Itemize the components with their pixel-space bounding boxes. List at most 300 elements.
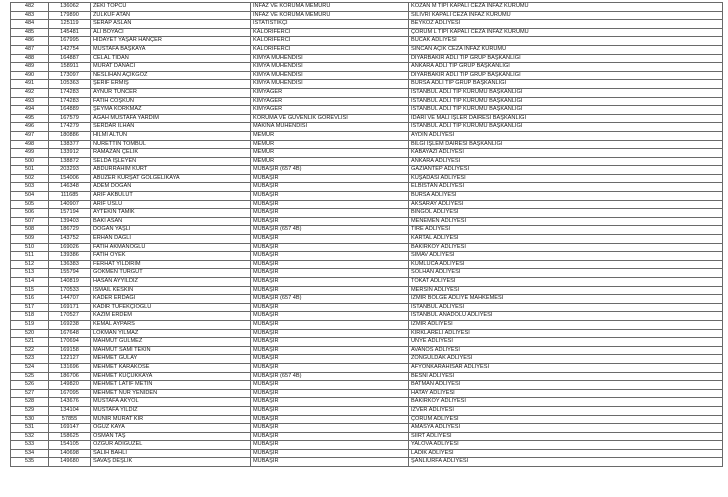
table-row <box>11 192 723 201</box>
workplace-cell: İZVER ADLİYESİ <box>409 406 723 415</box>
table-body <box>11 3 723 467</box>
job-title-cell: MÜBAŞİR (657 4B) <box>251 226 409 235</box>
job-title-cell: MÜBAŞİR <box>251 406 409 415</box>
full-name-cell: ŞEYMA KORKMAZ <box>91 106 251 115</box>
full-name-cell: OĞUZ KAYA <box>91 424 251 433</box>
workplace-cell: DİYARBAKIR ADLİ TIP GRUP BAŞKANLIĞI <box>409 71 723 80</box>
job-title-cell: MÜBAŞİR <box>251 441 409 450</box>
registry-number-cell: 174283 <box>49 97 91 106</box>
registry-number-cell: 133912 <box>49 149 91 158</box>
row-number-cell: 527 <box>11 389 49 398</box>
table-row <box>11 88 723 97</box>
job-title-cell: KİMYA MÜHENDİSİ <box>251 54 409 63</box>
row-number-cell: 508 <box>11 226 49 235</box>
row-number-cell: 534 <box>11 449 49 458</box>
workplace-cell: SOLHAN ADLİYESİ <box>409 269 723 278</box>
workplace-cell: KUMLUCA ADLİYESİ <box>409 260 723 269</box>
full-name-cell: ZÜLKÜF ATAN <box>91 11 251 20</box>
registry-number-cell: 169026 <box>49 243 91 252</box>
job-title-cell: MÜBAŞİR <box>251 260 409 269</box>
workplace-cell: AKSARAY ADLİYESİ <box>409 200 723 209</box>
row-number-cell: 495 <box>11 114 49 123</box>
registry-number-cell: 169158 <box>49 346 91 355</box>
table-row <box>11 269 723 278</box>
registry-number-cell: 146348 <box>49 183 91 192</box>
workplace-cell: İDARİ VE MALİ İŞLER DAİRESİ BAŞKANLIĞI <box>409 114 723 123</box>
workplace-cell: ÜNYE ADLİYESİ <box>409 338 723 347</box>
job-title-cell: KALORİFERCİ <box>251 37 409 46</box>
full-name-cell: FATİH COŞKUN <box>91 97 251 106</box>
job-title-cell: MÜBAŞİR <box>251 243 409 252</box>
workplace-cell: AFYONKARAHİSAR ADLİYESİ <box>409 363 723 372</box>
table-row <box>11 235 723 244</box>
job-title-cell: MÜBAŞİR <box>251 235 409 244</box>
workplace-cell: BATMAN ADLİYESİ <box>409 381 723 390</box>
table-row <box>11 209 723 218</box>
registry-number-cell: 134104 <box>49 406 91 415</box>
table-row <box>11 97 723 106</box>
job-title-cell: KİMYA MÜHENDİSİ <box>251 63 409 72</box>
job-title-cell: İNFAZ VE KORUMA MEMURU <box>251 11 409 20</box>
registry-number-cell: 186729 <box>49 226 91 235</box>
registry-number-cell: 57855 <box>49 415 91 424</box>
workplace-cell: ANKARA ADLİ TIP GRUP BAŞKANLIĞI <box>409 63 723 72</box>
workplace-cell: MENEMEN ADLİYESİ <box>409 217 723 226</box>
job-title-cell: MÜBAŞİR (657 4B) <box>251 295 409 304</box>
job-title-cell: MÜBAŞİR <box>251 312 409 321</box>
registry-number-cell: 179890 <box>49 11 91 20</box>
table-row <box>11 217 723 226</box>
row-number-cell: 507 <box>11 217 49 226</box>
workplace-cell: İZMİR ADLİYESİ <box>409 320 723 329</box>
registry-number-cell: 131696 <box>49 363 91 372</box>
job-title-cell: MEMUR <box>251 131 409 140</box>
table-row <box>11 37 723 46</box>
row-number-cell: 492 <box>11 88 49 97</box>
job-title-cell: MAKİNA MÜHENDİSİ <box>251 123 409 132</box>
job-title-cell: KALORİFERCİ <box>251 45 409 54</box>
job-title-cell: MÜBAŞİR (657 4B) <box>251 372 409 381</box>
row-number-cell: 500 <box>11 157 49 166</box>
table-row <box>11 131 723 140</box>
row-number-cell: 511 <box>11 252 49 261</box>
workplace-cell: SİİRT ADLİYESİ <box>409 432 723 441</box>
workplace-cell: BAKIRKÖY ADLİYESİ <box>409 398 723 407</box>
job-title-cell: MÜBAŞİR <box>251 200 409 209</box>
table-row <box>11 329 723 338</box>
full-name-cell: ÖZGÜR ADIGÜZEL <box>91 441 251 450</box>
table-row <box>11 11 723 20</box>
table-row <box>11 406 723 415</box>
registry-number-cell: 158625 <box>49 432 91 441</box>
table-row <box>11 3 723 12</box>
table-row <box>11 363 723 372</box>
workplace-cell: SİNCAN AÇIK CEZA İNFAZ KURUMU <box>409 45 723 54</box>
job-title-cell: MÜBAŞİR <box>251 329 409 338</box>
registry-number-cell: 164887 <box>49 54 91 63</box>
job-title-cell: MEMUR <box>251 149 409 158</box>
registry-number-cell: 158911 <box>49 63 91 72</box>
registry-number-cell: 105363 <box>49 80 91 89</box>
workplace-cell: BURSA ADLİYESİ <box>409 192 723 201</box>
job-title-cell: MÜBAŞİR <box>251 432 409 441</box>
workplace-cell: AVANOS ADLİYESİ <box>409 346 723 355</box>
full-name-cell: CELAL TİDAN <box>91 54 251 63</box>
workplace-cell: AMASYA ADLİYESİ <box>409 424 723 433</box>
job-title-cell: MÜBAŞİR <box>251 217 409 226</box>
row-number-cell: 524 <box>11 363 49 372</box>
job-title-cell: MÜBAŞİR <box>251 346 409 355</box>
row-number-cell: 520 <box>11 329 49 338</box>
job-title-cell: MÜBAŞİR <box>251 449 409 458</box>
row-number-cell: 502 <box>11 174 49 183</box>
job-title-cell: MÜBAŞİR <box>251 269 409 278</box>
row-number-cell: 503 <box>11 183 49 192</box>
row-number-cell: 486 <box>11 37 49 46</box>
row-number-cell: 487 <box>11 45 49 54</box>
row-number-cell: 535 <box>11 458 49 467</box>
job-title-cell: MÜBAŞİR <box>251 278 409 287</box>
job-title-cell: MÜBAŞİR <box>251 363 409 372</box>
full-name-cell: ABDURRAHİM KURT <box>91 166 251 175</box>
job-title-cell: MÜBAŞİR <box>251 415 409 424</box>
registry-number-cell: 167579 <box>49 114 91 123</box>
workplace-cell: BUCAK ADLİYESİ <box>409 37 723 46</box>
workplace-cell: KARTAL ADLİYESİ <box>409 235 723 244</box>
personnel-list-sheet <box>10 2 722 467</box>
full-name-cell: MUSTAFA BAŞKAYA <box>91 45 251 54</box>
row-number-cell: 530 <box>11 415 49 424</box>
workplace-cell: BEYKOZ ADLİYESİ <box>409 20 723 29</box>
row-number-cell: 518 <box>11 312 49 321</box>
table-row <box>11 149 723 158</box>
registry-number-cell: 139403 <box>49 217 91 226</box>
table-row <box>11 183 723 192</box>
job-title-cell: MEMUR <box>251 140 409 149</box>
row-number-cell: 515 <box>11 286 49 295</box>
table-row <box>11 63 723 72</box>
job-title-cell: MÜBAŞİR <box>251 398 409 407</box>
registry-number-cell: 140819 <box>49 278 91 287</box>
full-name-cell: MUSTAFA AKYOL <box>91 398 251 407</box>
full-name-cell: ADEM DOĞAN <box>91 183 251 192</box>
table-row <box>11 372 723 381</box>
registry-number-cell: 140907 <box>49 200 91 209</box>
row-number-cell: 517 <box>11 303 49 312</box>
job-title-cell: MEMUR <box>251 157 409 166</box>
full-name-cell: MEHMET NUR YENİDEN <box>91 389 251 398</box>
full-name-cell: BAKİ ASAN <box>91 217 251 226</box>
row-number-cell: 526 <box>11 381 49 390</box>
table-row <box>11 424 723 433</box>
registry-number-cell: 167648 <box>49 329 91 338</box>
row-number-cell: 509 <box>11 235 49 244</box>
full-name-cell: FERHAT YILDIRIM <box>91 260 251 269</box>
full-name-cell: MEHMET KÜÇÜKKAYA <box>91 372 251 381</box>
row-number-cell: 498 <box>11 140 49 149</box>
table-row <box>11 381 723 390</box>
table-row <box>11 449 723 458</box>
full-name-cell: FATİH AKMANOĞLU <box>91 243 251 252</box>
workplace-cell: İSTANBUL ADLİ TIP KURUMU BAŞKANLIĞI <box>409 88 723 97</box>
full-name-cell: KAZIM ERDEM <box>91 312 251 321</box>
table-row <box>11 260 723 269</box>
row-number-cell: 491 <box>11 80 49 89</box>
row-number-cell: 533 <box>11 441 49 450</box>
row-number-cell: 531 <box>11 424 49 433</box>
registry-number-cell: 167995 <box>49 37 91 46</box>
job-title-cell: KİMYAGER <box>251 97 409 106</box>
registry-number-cell: 169147 <box>49 424 91 433</box>
table-row <box>11 441 723 450</box>
full-name-cell: HASAN AYYILDIZ <box>91 278 251 287</box>
row-number-cell: 519 <box>11 320 49 329</box>
workplace-cell: İZMİR BÖLGE ADLİYE MAHKEMESİ <box>409 295 723 304</box>
registry-number-cell: 125119 <box>49 20 91 29</box>
table-row <box>11 45 723 54</box>
registry-number-cell: 170694 <box>49 338 91 347</box>
registry-number-cell: 174279 <box>49 123 91 132</box>
workplace-cell: LADİK ADLİYESİ <box>409 449 723 458</box>
workplace-cell: GAZİANTEP ADLİYESİ <box>409 166 723 175</box>
full-name-cell: RAMAZAN ÇELİK <box>91 149 251 158</box>
full-name-cell: MURAT DANACI <box>91 63 251 72</box>
job-title-cell: KALORİFERCİ <box>251 28 409 37</box>
table-row <box>11 157 723 166</box>
job-title-cell: KİMYA MÜHENDİSİ <box>251 80 409 89</box>
registry-number-cell: 173097 <box>49 71 91 80</box>
full-name-cell: OSMAN TAŞ <box>91 432 251 441</box>
workplace-cell: ŞANLIURFA ADLİYESİ <box>409 458 723 467</box>
row-number-cell: 483 <box>11 11 49 20</box>
table-row <box>11 106 723 115</box>
workplace-cell: ANKARA ADLİYESİ <box>409 157 723 166</box>
workplace-cell: DİYARBAKIR ADLİ TIP GRUP BAŞKANLIĞI <box>409 54 723 63</box>
row-number-cell: 514 <box>11 278 49 287</box>
table-row <box>11 415 723 424</box>
registry-number-cell: 140698 <box>49 449 91 458</box>
job-title-cell: MÜBAŞİR <box>251 192 409 201</box>
row-number-cell: 525 <box>11 372 49 381</box>
full-name-cell: FATİH ÖYEK <box>91 252 251 261</box>
workplace-cell: ÇORUM ADLİYESİ <box>409 415 723 424</box>
workplace-cell: TOKAT ADLİYESİ <box>409 278 723 287</box>
full-name-cell: KADER ERDAĞI <box>91 295 251 304</box>
workplace-cell: BESNİ ADLİYESİ <box>409 372 723 381</box>
job-title-cell: MÜBAŞİR (657 4B) <box>251 166 409 175</box>
job-title-cell: MÜBAŞİR <box>251 286 409 295</box>
workplace-cell: HATAY ADLİYESİ <box>409 389 723 398</box>
table-row <box>11 140 723 149</box>
table-row <box>11 389 723 398</box>
registry-number-cell: 169171 <box>49 303 91 312</box>
registry-number-cell: 143752 <box>49 235 91 244</box>
table-row <box>11 398 723 407</box>
registry-number-cell: 186706 <box>49 372 91 381</box>
full-name-cell: ARİF AKBULUT <box>91 192 251 201</box>
workplace-cell: BAKIRKÖY ADLİYESİ <box>409 243 723 252</box>
registry-number-cell: 144707 <box>49 295 91 304</box>
registry-number-cell: 169238 <box>49 320 91 329</box>
table-row <box>11 278 723 287</box>
table-row <box>11 174 723 183</box>
row-number-cell: 505 <box>11 200 49 209</box>
job-title-cell: MÜBAŞİR <box>251 424 409 433</box>
workplace-cell: AYDIN ADLİYESİ <box>409 131 723 140</box>
row-number-cell: 528 <box>11 398 49 407</box>
full-name-cell: MEHMET GÜLAY <box>91 355 251 364</box>
full-name-cell: AĞAH MUSTAFA YARDIM <box>91 114 251 123</box>
full-name-cell: MÜNİR MURAT KIR <box>91 415 251 424</box>
table-row <box>11 303 723 312</box>
table-row <box>11 243 723 252</box>
table-row <box>11 54 723 63</box>
job-title-cell: MÜBAŞİR <box>251 389 409 398</box>
table-row <box>11 355 723 364</box>
personnel-table <box>10 2 723 467</box>
table-row <box>11 252 723 261</box>
full-name-cell: ŞERİF ERMİŞ <box>91 80 251 89</box>
registry-number-cell: 170533 <box>49 286 91 295</box>
full-name-cell: ABUZER KÜRŞAT GÖLGELİKAYA <box>91 174 251 183</box>
full-name-cell: SERAP ASLAN <box>91 20 251 29</box>
job-title-cell: İSTATİSTİKÇİ <box>251 20 409 29</box>
row-number-cell: 521 <box>11 338 49 347</box>
workplace-cell: İSTANBUL ANADOLU ADLİYESİ <box>409 312 723 321</box>
job-title-cell: MÜBAŞİR <box>251 303 409 312</box>
workplace-cell: SİMAV ADLİYESİ <box>409 252 723 261</box>
job-title-cell: MÜBAŞİR <box>251 183 409 192</box>
workplace-cell: ÇORUM L TİPİ KAPALI CEZA İNFAZ KURUMU <box>409 28 723 37</box>
workplace-cell: KIRKLARELİ ADLİYESİ <box>409 329 723 338</box>
table-row <box>11 458 723 467</box>
row-number-cell: 489 <box>11 63 49 72</box>
workplace-cell: KABAYAZI ADLİYESİ <box>409 149 723 158</box>
table-row <box>11 432 723 441</box>
workplace-cell: ELBİSTAN ADLİYESİ <box>409 183 723 192</box>
table-row <box>11 20 723 29</box>
table-row <box>11 286 723 295</box>
row-number-cell: 490 <box>11 71 49 80</box>
full-name-cell: MUSTAFA YILDIZ <box>91 406 251 415</box>
row-number-cell: 522 <box>11 346 49 355</box>
table-row <box>11 123 723 132</box>
full-name-cell: SELDA İŞLEYEN <box>91 157 251 166</box>
row-number-cell: 493 <box>11 97 49 106</box>
table-row <box>11 166 723 175</box>
row-number-cell: 510 <box>11 243 49 252</box>
job-title-cell: KİMYAGER <box>251 106 409 115</box>
full-name-cell: MEHMET LATİF METİN <box>91 381 251 390</box>
row-number-cell: 529 <box>11 406 49 415</box>
workplace-cell: MERSİN ADLİYESİ <box>409 286 723 295</box>
registry-number-cell: 149680 <box>49 458 91 467</box>
registry-number-cell: 136062 <box>49 3 91 12</box>
full-name-cell: HİDAYET YAŞAR HANÇER <box>91 37 251 46</box>
row-number-cell: 506 <box>11 209 49 218</box>
registry-number-cell: 157194 <box>49 209 91 218</box>
workplace-cell: SİLİVRİ KAPALI CEZA İNFAZ KURUMU <box>409 11 723 20</box>
job-title-cell: İNFAZ VE KORUMA MEMURU <box>251 3 409 12</box>
workplace-cell: ZONGULDAK ADLİYESİ <box>409 355 723 364</box>
table-row <box>11 71 723 80</box>
registry-number-cell: 167095 <box>49 389 91 398</box>
job-title-cell: MÜBAŞİR <box>251 458 409 467</box>
row-number-cell: 512 <box>11 260 49 269</box>
registry-number-cell: 180886 <box>49 131 91 140</box>
registry-number-cell: 154105 <box>49 441 91 450</box>
full-name-cell: HİLMİ ALTUN <box>91 131 251 140</box>
workplace-cell: İSTANBUL ADLİYESİ <box>409 303 723 312</box>
registry-number-cell: 138872 <box>49 157 91 166</box>
registry-number-cell: 174283 <box>49 88 91 97</box>
full-name-cell: LOKMAN YILMAZ <box>91 329 251 338</box>
row-number-cell: 523 <box>11 355 49 364</box>
row-number-cell: 501 <box>11 166 49 175</box>
full-name-cell: ARİF USLU <box>91 200 251 209</box>
full-name-cell: İSMAİL KESKİN <box>91 286 251 295</box>
full-name-cell: ERHAN DAĞLI <box>91 235 251 244</box>
row-number-cell: 494 <box>11 106 49 115</box>
full-name-cell: ALİ BOYACI <box>91 28 251 37</box>
job-title-cell: MÜBAŞİR <box>251 320 409 329</box>
row-number-cell: 488 <box>11 54 49 63</box>
job-title-cell: KORUMA VE GÜVENLİK GÖREVLİSİ <box>251 114 409 123</box>
workplace-cell: BİNGÖL ADLİYESİ <box>409 209 723 218</box>
row-number-cell: 497 <box>11 131 49 140</box>
full-name-cell: KADİR TÜFEKÇİOĞLU <box>91 303 251 312</box>
registry-number-cell: 170527 <box>49 312 91 321</box>
job-title-cell: KİMYAGER <box>251 88 409 97</box>
full-name-cell: MAHMUT GÜLMEZ <box>91 338 251 347</box>
registry-number-cell: 138377 <box>49 140 91 149</box>
row-number-cell: 499 <box>11 149 49 158</box>
row-number-cell: 513 <box>11 269 49 278</box>
workplace-cell: KUŞADASI ADLİYESİ <box>409 174 723 183</box>
job-title-cell: KİMYA MÜHENDİSİ <box>251 71 409 80</box>
full-name-cell: MEHMET KARAKÖSE <box>91 363 251 372</box>
table-row <box>11 320 723 329</box>
registry-number-cell: 164889 <box>49 106 91 115</box>
full-name-cell: DOĞAN YAŞLI <box>91 226 251 235</box>
registry-number-cell: 139386 <box>49 252 91 261</box>
job-title-cell: MÜBAŞİR <box>251 355 409 364</box>
job-title-cell: MÜBAŞİR <box>251 209 409 218</box>
full-name-cell: KEMAL AYPARS <box>91 320 251 329</box>
row-number-cell: 516 <box>11 295 49 304</box>
registry-number-cell: 142754 <box>49 45 91 54</box>
table-row <box>11 338 723 347</box>
registry-number-cell: 155794 <box>49 269 91 278</box>
table-row <box>11 80 723 89</box>
row-number-cell: 485 <box>11 28 49 37</box>
workplace-cell: KOZAN M TİPİ KAPALI CEZA İNFAZ KURUMU <box>409 3 723 12</box>
full-name-cell: GÖKMEN TURĞUT <box>91 269 251 278</box>
table-row <box>11 226 723 235</box>
full-name-cell: MAHMUT SAMİ TEKİN <box>91 346 251 355</box>
workplace-cell: TİRE ADLİYESİ <box>409 226 723 235</box>
registry-number-cell: 136383 <box>49 260 91 269</box>
full-name-cell: SERDAR İLHAN <box>91 123 251 132</box>
full-name-cell: ZEKİ TOPCU <box>91 3 251 12</box>
workplace-cell: BURSA ADLİ TIP GRUP BAŞKANLIĞI <box>409 80 723 89</box>
row-number-cell: 532 <box>11 432 49 441</box>
full-name-cell: NURETTİN TOMBUL <box>91 140 251 149</box>
job-title-cell: MÜBAŞİR <box>251 381 409 390</box>
row-number-cell: 496 <box>11 123 49 132</box>
workplace-cell: BİLGİ İŞLEM DAİRESİ BAŞKANLIĞI <box>409 140 723 149</box>
registry-number-cell: 203293 <box>49 166 91 175</box>
